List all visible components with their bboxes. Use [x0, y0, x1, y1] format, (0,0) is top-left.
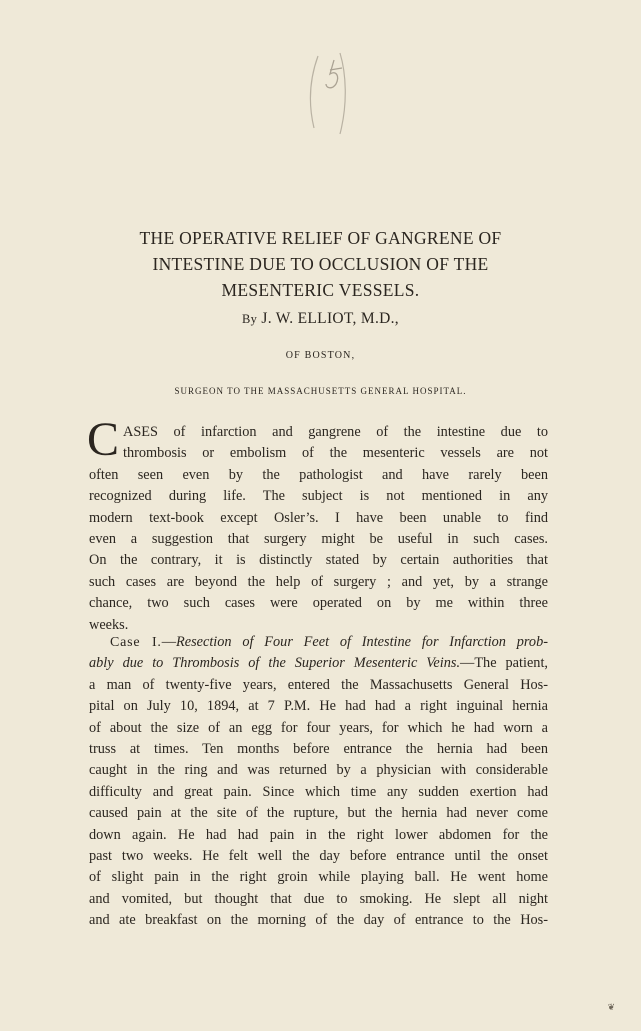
paragraph-intro — [87, 413, 548, 636]
text-line: caused pain at the site of the rupture, but the hernia had never come — [89, 805, 548, 822]
author-line — [60, 310, 581, 328]
paragraph-case-one — [89, 632, 548, 932]
text-line: even a suggestion that surgery might be useful in such cases. — [89, 531, 548, 548]
title-line: THE OPERATIVE RELIEF OF GANGRENE OF — [139, 228, 502, 248]
text-line — [89, 653, 548, 674]
case-title-part2: ably due to Thrombosis of the Superior Mesenteric Veins. — [89, 655, 461, 672]
case-label: Case I. — [110, 635, 162, 650]
title-line: MESENTERIC VESSELS. — [221, 280, 420, 300]
text-line: chance, two such cases were operated on by me within three — [89, 595, 548, 612]
case-dash: — — [161, 634, 176, 650]
text-line: past two weeks. He felt well the day before entrance until the onset — [89, 848, 548, 865]
text-line: recognized during life. The subject is not mentioned in any — [89, 488, 548, 505]
text-line: and vomited, but thought that due to smoking. He slept all night — [89, 890, 548, 907]
text-line: truss at times. Ten months before entrance the hernia had been — [89, 741, 548, 758]
handwritten-pencil-mark — [300, 48, 370, 138]
text-line: often seen even by the pathologist and have rarely been — [89, 466, 548, 483]
text-line: of about the size of an egg for four years, for which he had worn a — [89, 719, 548, 736]
text-line: thrombosis or embolism of the mesenteric vessels are not — [123, 445, 548, 462]
text-line: ASES of infarction and gangrene of the intestine due to — [123, 424, 548, 440]
text-line: difficulty and great pain. Since which time any sudden exertion had — [89, 783, 548, 800]
text-line: modern text-book except Osler’s. I have been unable to find — [89, 509, 548, 526]
title-line: INTESTINE DUE TO OCCLUSION OF THE — [152, 254, 489, 274]
text-line: weeks. — [89, 616, 129, 633]
corner-ornament: ❦ — [607, 1002, 615, 1012]
text-line: pital on July 10, 1894, at 7 P.M. He had had a right inguinal hernia — [89, 698, 548, 715]
case-title-part1: Resection of Four Feet of Intestine for Infarction prob- — [176, 634, 548, 650]
author-prefix: By — [242, 312, 258, 326]
author-position: SURGEON TO THE MASSACHUSETTS GENERAL HOSPITAL. — [174, 386, 467, 396]
text-line: down again. He had had pain in the right lower abdomen for the — [89, 826, 548, 843]
text-line: a man of twenty-five years, entered the Massachusetts General Hos- — [89, 676, 548, 693]
text-line: caught in the ring and was returned by a physician with considerable — [89, 762, 548, 779]
text-line: of slight pain in the right groin while playing ball. He went home — [89, 869, 548, 886]
article-title — [60, 225, 581, 303]
author-origin: OF BOSTON, — [285, 350, 356, 361]
text-line — [89, 632, 548, 653]
text-line: On the contrary, it is distinctly stated by certain authorities that — [89, 552, 548, 569]
drop-cap: C — [87, 413, 120, 466]
case-continuation: —The patient, — [460, 655, 549, 672]
author-name: J. W. ELLIOT, M.D., — [261, 310, 399, 327]
text-line: and ate breakfast on the morning of the day of entrance to the Hos- — [89, 912, 548, 929]
text-line: such cases are beyond the help of surgery ; and yet, by a strange — [89, 573, 548, 590]
